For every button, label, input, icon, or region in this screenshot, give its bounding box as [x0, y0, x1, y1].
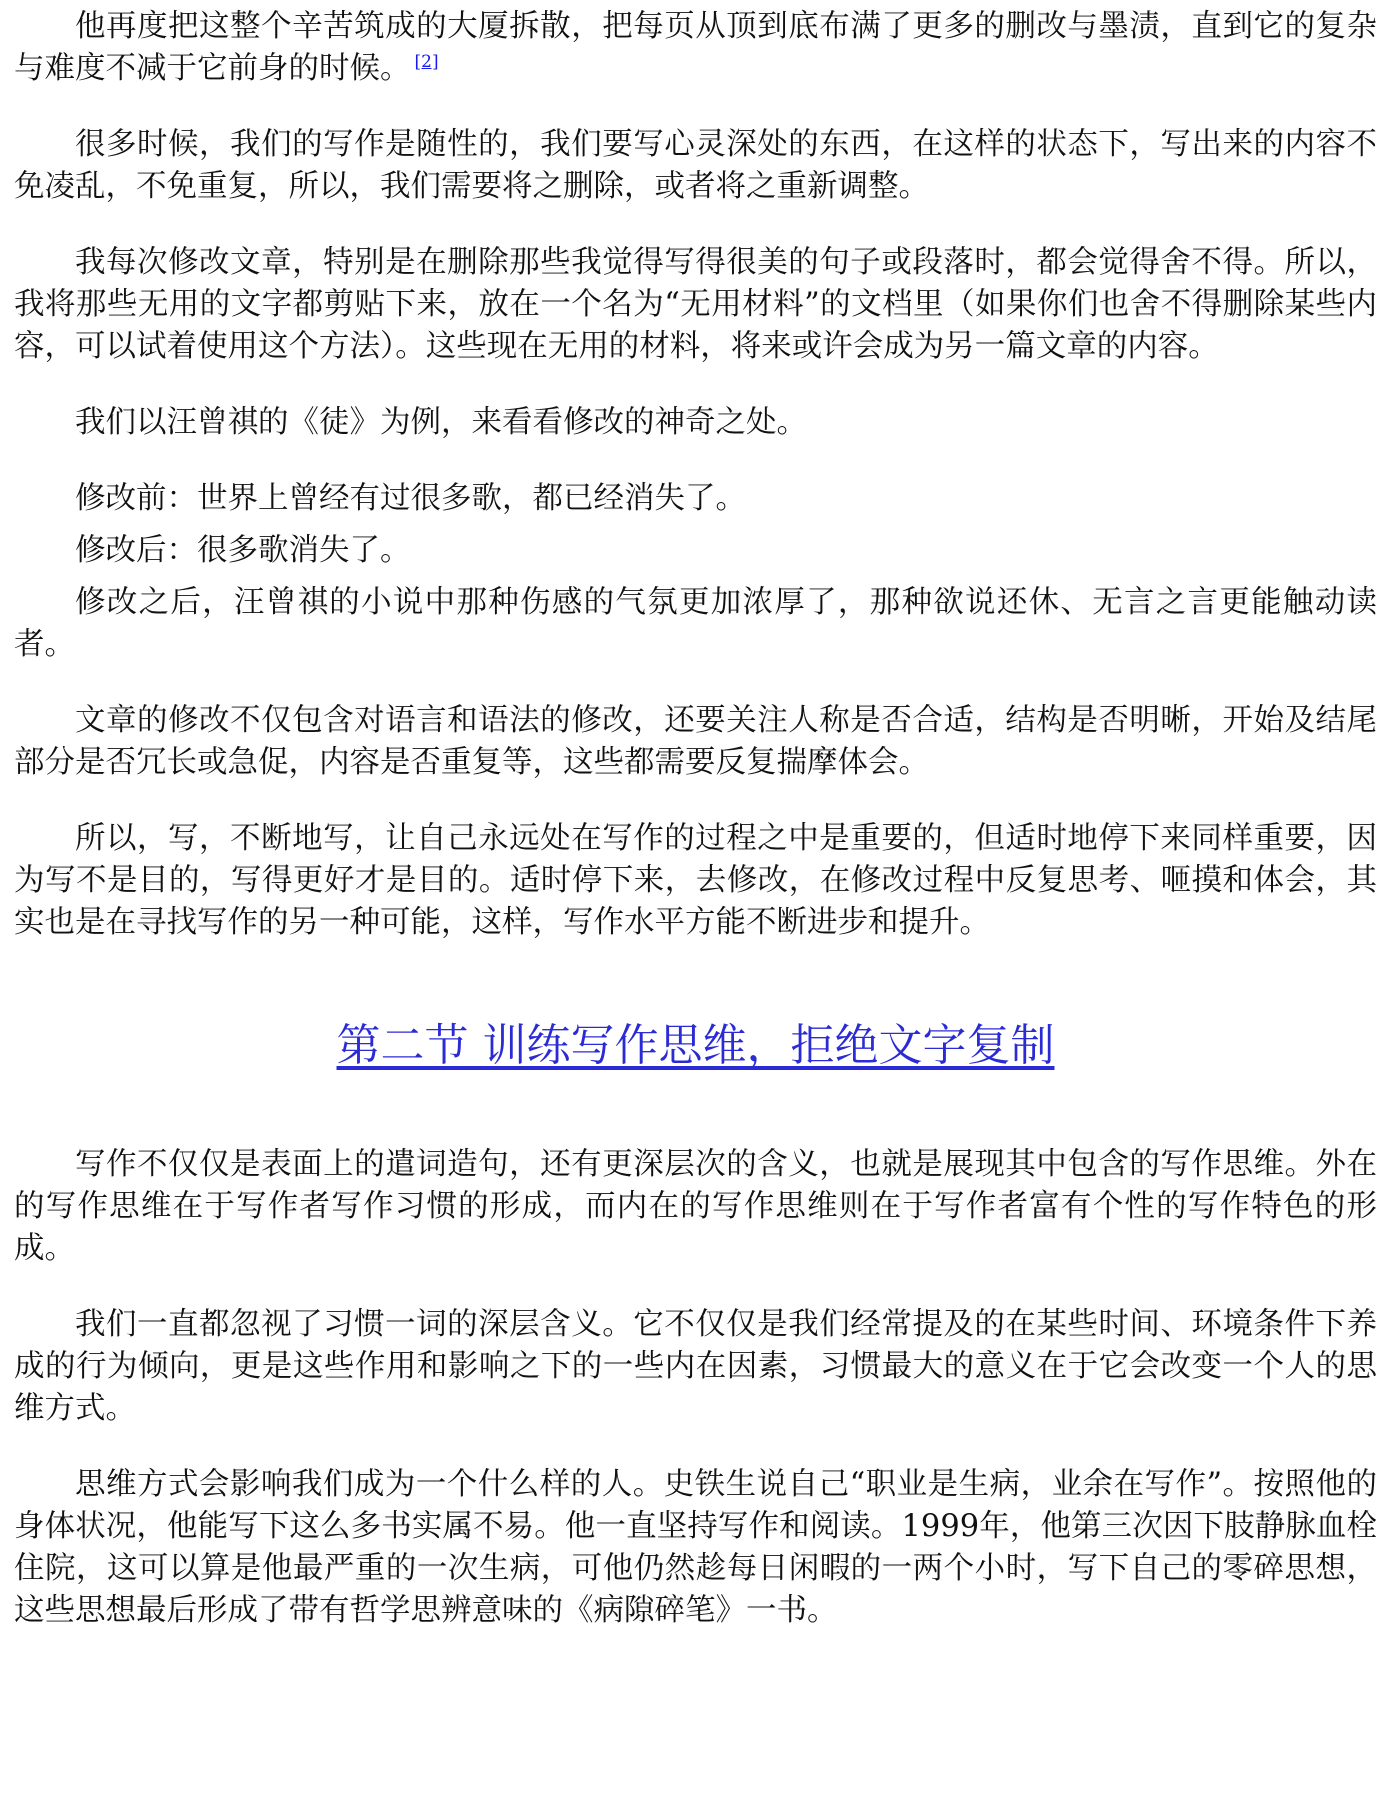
document-page: [14, 6, 1377, 1632]
paragraph: 思维方式会影响我们成为一个什么样的人。史铁生说自己“职业是生病，业余在写作”。按照他的身体状况，他能写下这么多书实属不易。他一直坚持写作和阅读。1999年，他第三次因下肢静脉血栓住院，这可以算是他最严重的一次生病，可他仍然趁每日闲暇的一两个小时，写下自己的零碎思想，这些思想最后形成了带有哲学思辨意味的《病隙碎笔》一书。: [14, 1467, 1377, 1628]
footnote-link[interactable]: [2]: [414, 51, 439, 72]
paragraph: 很多时候，我们的写作是随性的，我们要写心灵深处的东西，在这样的状态下，写出来的内容不免凌乱，不免重复，所以，我们需要将之删除，或者将之重新调整。: [14, 127, 1377, 204]
paragraph: 修改后：很多歌消失了。: [75, 533, 411, 568]
paragraph-text: 他再度把这整个辛苦筑成的大厦拆散，把每页从顶到底布满了更多的删改与墨渍，直到它的复杂与难度不减于它前身的时候。: [14, 9, 1377, 86]
paragraph: 所以，写，不断地写，让自己永远处在写作的过程之中是重要的，但适时地停下来同样重要，因为写不是目的，写得更好才是目的。适时停下来，去修改，在修改过程中反复思考、咂摸和体会，其实也是在寻找写作的另一种可能，这样，写作水平方能不断进步和提升。: [14, 821, 1377, 940]
paragraph: 修改之后，汪曾祺的小说中那种伤感的气氛更加浓厚了，那种欲说还休、无言之言更能触动读者。: [14, 585, 1377, 662]
section-heading-link[interactable]: 第二节 训练写作思维，拒绝文字复制: [336, 1020, 1055, 1071]
paragraph: 我们以汪曾祺的《徒》为例，来看看修改的神奇之处。: [75, 405, 807, 440]
paragraph: 我每次修改文章，特别是在删除那些我觉得写得很美的句子或段落时，都会觉得舍不得。所以，我将那些无用的文字都剪贴下来，放在一个名为“无用材料”的文档里（如果你们也舍不得删除某些内容，可以试着使用这个方法）。这些现在无用的材料，将来或许会成为另一篇文章的内容。: [14, 245, 1377, 364]
section-heading: [14, 1018, 1377, 1074]
paragraph: 文章的修改不仅包含对语言和语法的修改，还要关注人称是否合适，结构是否明晰，开始及结尾部分是否冗长或急促，内容是否重复等，这些都需要反复揣摩体会。: [14, 703, 1377, 780]
paragraph: [14, 6, 1377, 90]
paragraph: 我们一直都忽视了习惯一词的深层含义。它不仅仅是我们经常提及的在某些时间、环境条件下养成的行为倾向，更是这些作用和影响之下的一些内在因素，习惯最大的意义在于它会改变一个人的思维方式。: [14, 1307, 1377, 1426]
paragraph: 写作不仅仅是表面上的遣词造句，还有更深层次的含义，也就是展现其中包含的写作思维。外在的写作思维在于写作者写作习惯的形成，而内在的写作思维则在于写作者富有个性的写作特色的形成。: [14, 1147, 1377, 1266]
paragraph: 修改前：世界上曾经有过很多歌，都已经消失了。: [75, 481, 746, 516]
